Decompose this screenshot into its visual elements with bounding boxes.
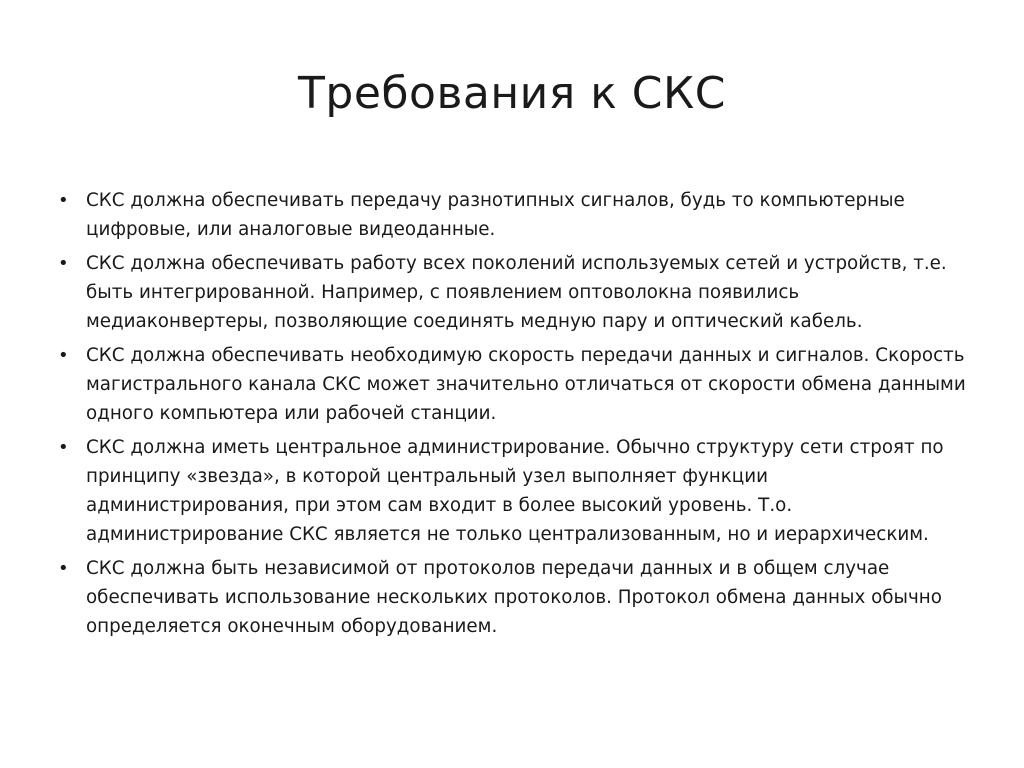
slide-title: Требования к СКС [298,68,726,119]
bullet-item [58,249,968,336]
bullet-list [58,186,968,646]
bullet-icon: • [58,190,69,211]
bullet-icon: • [58,437,69,458]
bullet-item [58,554,968,641]
bullet-text: СКС должна обеспечивать работу всех поколений используемых сетей и устройств, т.е. быть интегрированной. Например, с появлением оптоволокна появились медиаконвертеры, позволяющие соединять медную пару и оптический кабель. [86,253,947,332]
bullet-text: СКС должна обеспечивать передачу разнотипных сигналов, будь то компьютерные цифровые, или аналоговые видеоданные. [86,190,905,240]
bullet-item [58,186,968,244]
bullet-icon: • [58,253,69,274]
bullet-text: СКС должна иметь центральное администрирование. Обычно структуру сети строят по принципу «звезда», в которой центральный узел выполняет функции администрирования, при этом сам входит в более высокий уровень. Т.о. администрирование СКС является не только централизованным, но и иерархическим. [86,437,944,545]
bullet-text: СКС должна быть независимой от протоколов передачи данных и в общем случае обеспечивать использование нескольких протоколов. Протокол обмена данных обычно определяется оконечным оборудованием. [86,558,942,637]
bullet-icon: • [58,345,69,366]
bullet-icon: • [58,558,69,579]
bullet-item [58,341,968,428]
bullet-text: СКС должна обеспечивать необходимую скорость передачи данных и сигналов. Скорость магистрального канала СКС может значительно отличаться от скорости обмена данными одного компьютера или рабочей станции. [86,345,966,424]
bullet-item [58,433,968,549]
